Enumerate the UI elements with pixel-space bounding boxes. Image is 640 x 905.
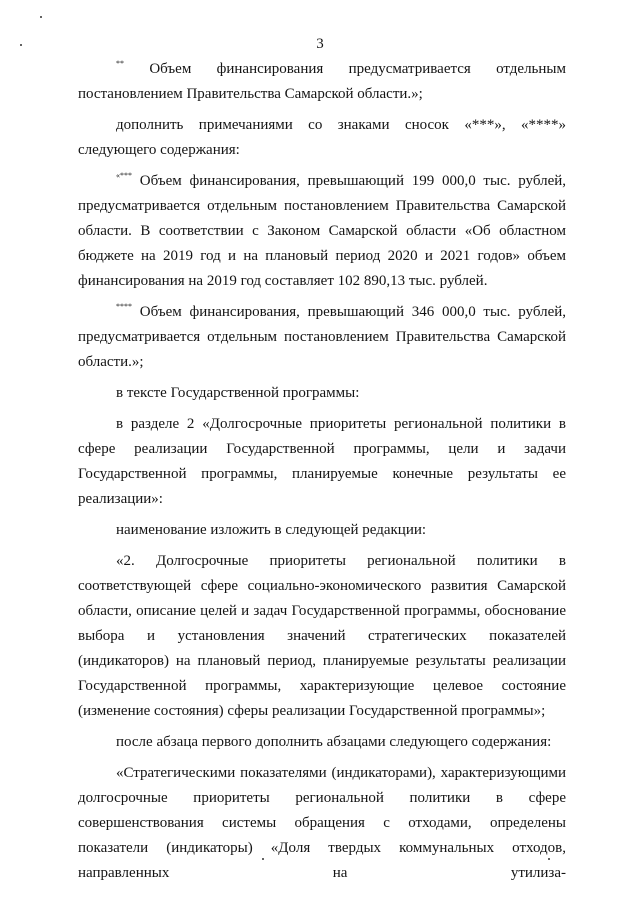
paragraph-text: наименование изложить в следующей редакции:: [116, 522, 427, 538]
paragraph-new-title: [78, 549, 566, 724]
page-number: 3: [316, 36, 324, 52]
paragraph-text: «Стратегическими показателями (индикаторами), характеризующими долгосрочные приоритеты региональной политики в сфере совершенствования системы обращения с отходами, определены показатели (индикаторы) «Доля твердых коммунальных отходов, направленных на утилиза-: [78, 765, 566, 881]
paragraph-text: в тексте Государственной программы:: [116, 385, 360, 401]
scan-speck: [548, 858, 550, 860]
footnote-mark: «***: [116, 171, 132, 180]
paragraph-after-first: [78, 730, 566, 755]
paragraph-indicators: [78, 761, 566, 886]
paragraph-text: дополнить примечаниями со знаками сносок «***», «****» следующего содержания:: [78, 117, 566, 158]
paragraph-footnote-4: [78, 300, 566, 375]
paragraph-section-2: [78, 412, 566, 512]
footnote-mark: ****: [116, 302, 132, 311]
paragraph-in-text: [78, 381, 566, 406]
paragraph-text: Объем финансирования предусматривается отдельным постановлением Правительства Самарской области.»;: [78, 61, 566, 102]
document-body: [78, 57, 566, 886]
paragraph-text: Объем финансирования, превышающий 346 000,0 тыс. рублей, предусматривается отдельным постановлением Правительства Самарской области.»;: [78, 304, 566, 370]
paragraph-footnote-3: [78, 169, 566, 294]
scan-speck: [262, 858, 264, 860]
paragraph-footnote-2: [78, 57, 566, 107]
footnote-mark: **: [116, 59, 124, 68]
paragraph-title-edit: [78, 518, 566, 543]
paragraph-text: «2. Долгосрочные приоритеты региональной политики в соответствующей сфере социально-экономического развития Самарской области, описание целей и задач Государственной программы, обоснование выбора и установления значений стратегических показателей (индикаторов) на плановый период, планируемые результаты реализации Государственной программы, характеризующие целевое состояние (изменение состояния) сферы реализации Государственной программы»;: [78, 553, 566, 719]
paragraph-add-notes: [78, 113, 566, 163]
paragraph-text: после абзаца первого дополнить абзацами следующего содержания:: [116, 734, 552, 750]
scan-speck: [40, 16, 42, 18]
paragraph-text: Объем финансирования, превышающий 199 000,0 тыс. рублей, предусматривается отдельным постановлением Правительства Самарской области. В соответствии с Законом Самарской области «Об областном бюджете на 2019 год и на плановый период 2020 и 2021 годов» объем финансирования на 2019 год составляет 102 890,13 тыс. рублей.: [78, 173, 566, 289]
paragraph-text: в разделе 2 «Долгосрочные приоритеты региональной политики в сфере реализации Государственной программы, цели и задачи Государственной программы, планируемые конечные результаты ее реализации»:: [78, 416, 566, 507]
